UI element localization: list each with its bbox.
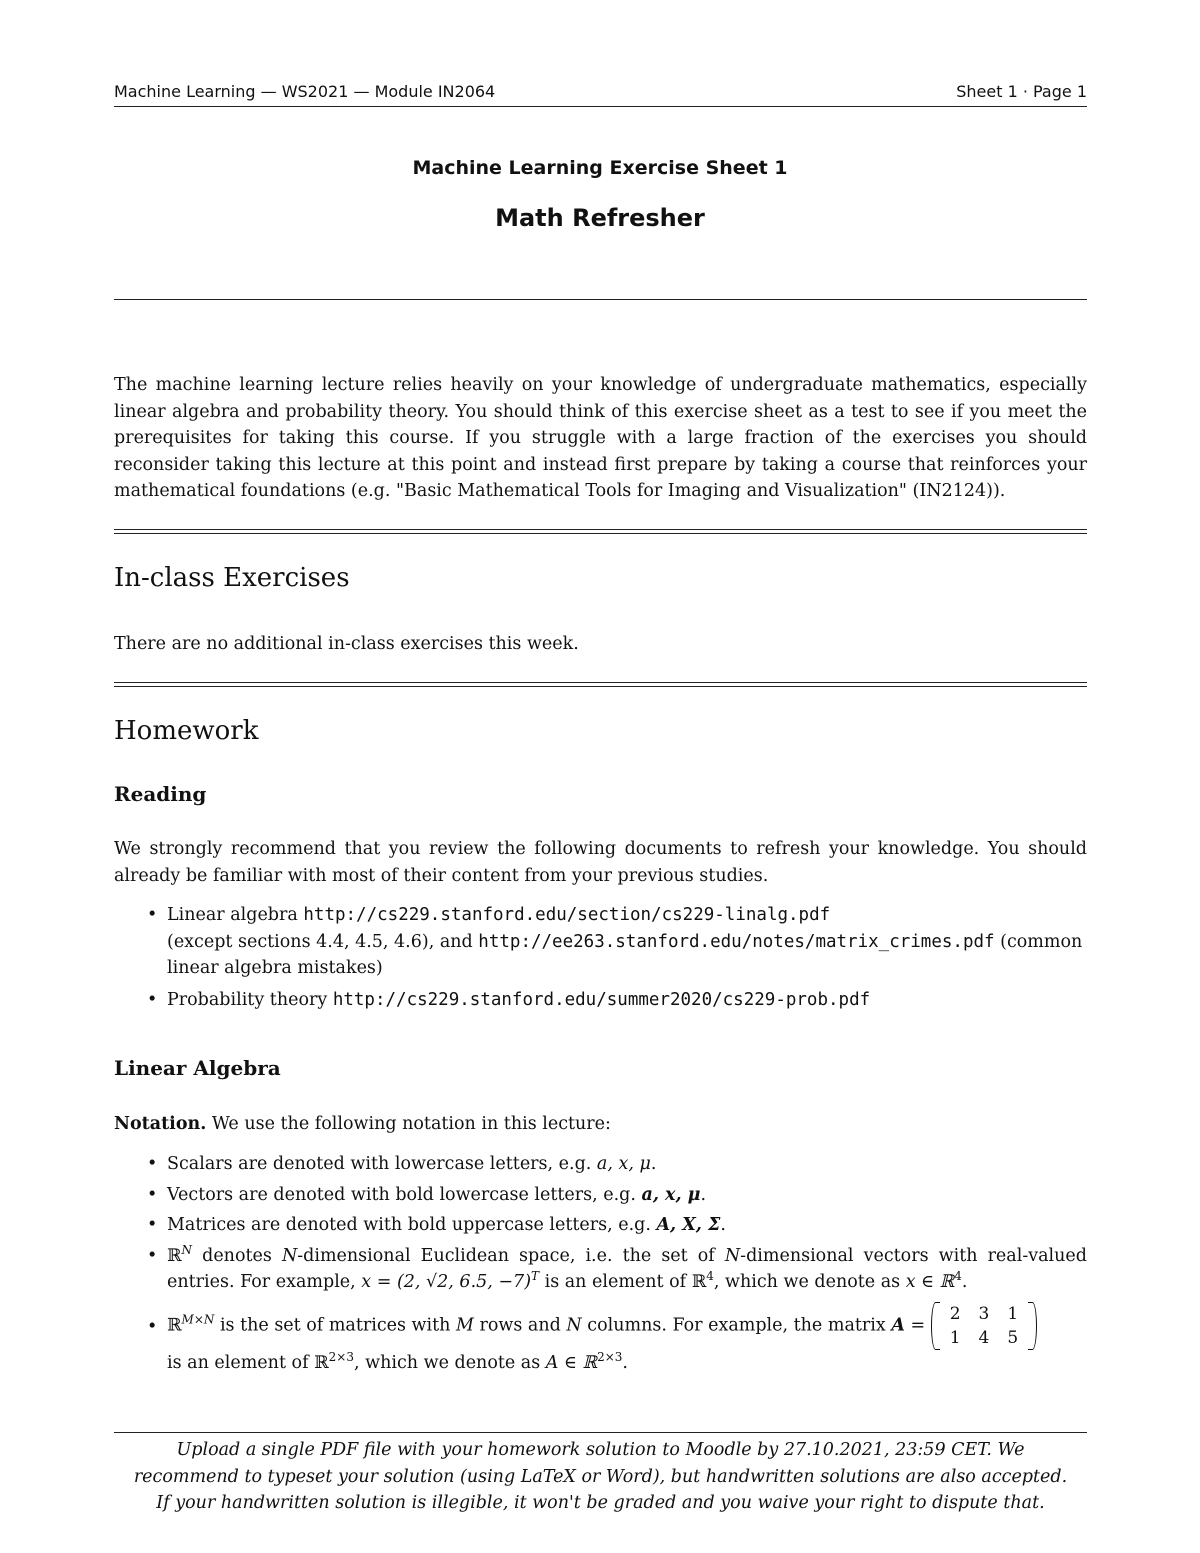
bullet-icon: • (147, 1215, 158, 1235)
bullet-icon: • (147, 1184, 158, 1205)
matrix-crimes-link[interactable]: http://ee263.stanford.edu/notes/matrix_crimes.pdf (478, 931, 995, 952)
footer-note: Upload a single PDF file with your homework solution to Moodle by 27.10.2021, 23:59 CET. We recommend to typeset your solution (using LaTeX or Word), but handwritten solutions are also accepted. If your handwritten solution is illegible, it won't be graded and you waive your right to dispute that. (133, 1440, 1068, 1513)
matrix-cell: 1 (1007, 1303, 1019, 1324)
matrix-cell: 5 (1007, 1327, 1019, 1348)
inclass-heading: In-class Exercises (114, 563, 350, 593)
section-divider (114, 682, 1087, 687)
reading-paragraph: We strongly recommend that you review the following documents to refresh your knowledge. You should already be familiar with most of their content from your previous studies. (114, 839, 1087, 886)
notation-list (114, 1151, 1087, 1376)
matrix-cell: 3 (978, 1303, 990, 1324)
sheet-subtitle: Math Refresher (495, 204, 705, 232)
linear-algebra-heading: Linear Algebra (114, 1056, 281, 1080)
header-rule (114, 106, 1087, 107)
matrix-cell: 1 (949, 1327, 961, 1348)
title-rule (114, 299, 1087, 300)
linalg-link[interactable]: http://cs229.stanford.edu/section/cs229-linalg.pdf (303, 905, 831, 925)
sheet-title: Machine Learning Exercise Sheet 1 (412, 157, 788, 179)
footer-rule (114, 1432, 1087, 1433)
bullet-icon: • (147, 1154, 158, 1174)
section-divider (114, 529, 1087, 534)
notation-paragraph: Notation. We use the following notation in this lecture: (114, 1114, 611, 1134)
running-header-left: Machine Learning — WS2021 — Module IN2064 (114, 82, 496, 101)
matrix-cell: 2 (949, 1303, 961, 1324)
list-item: • ℝ$^{M\times N}$ is the set of matrices with M rows and N columns. For example, the matrix A = 2 3 1 1 4 5 is an element of ℝ$^{2\times 3}$, which we denote as A ∈ ℝ$^{2\times 3}$. (114, 1300, 1087, 1377)
list-item: • ℝ$^N$ denotes N-dimensional Euclidean space, i.e. the set of N-dimensional vectors with real-valued entries. For example, x = (2, √2, 6.5, −7)$^T$ is an element of ℝ$^4$, which we denote as x ∈ ℝ$^4$. (147, 1242, 1087, 1292)
probability-link[interactable]: http://cs229.stanford.edu/summer2020/cs229-prob.pdf (332, 989, 871, 1010)
matrix-cell: 4 (978, 1327, 990, 1348)
list-item: • Matrices are denoted with bold uppercase letters, e.g. A, X, Σ. (114, 1212, 1087, 1239)
list-item: • Linear algebra http://cs229.stanford.edu/section/cs229-linalg.pdf (except sections 4.4, 4.5, 4.6), and http://ee263.stanford.edu/notes/matrix_crimes.pdf (common linear algebra mistakes) (114, 902, 1087, 982)
bullet-icon: • (147, 905, 158, 925)
reading-heading: Reading (114, 782, 207, 806)
list-item: • Vectors are denoted with bold lowercase letters, e.g. a, x, μ. (114, 1182, 1087, 1209)
homework-heading: Homework (114, 716, 259, 746)
list-item: • Scalars are denoted with lowercase letters, e.g. a, x, μ. (114, 1151, 1087, 1178)
bullet-icon: • (147, 989, 158, 1010)
intro-paragraph: The machine learning lecture relies heavily on your knowledge of undergraduate mathematics, especially linear algebra and probability theory. You should think of this exercise sheet as a test to see if you meet the prerequisites for taking this course. If you struggle with a large fraction of the exercises you should reconsider taking this lecture at this point and instead first prepare by taking a course that reinforces your mathematical foundations (e.g. "Basic Mathematical Tools for Imaging and Visualization" (IN2124)). (114, 375, 1087, 501)
bullet-icon: • (147, 1316, 158, 1337)
running-header-right: Sheet 1 · Page 1 (956, 82, 1087, 101)
inclass-text: There are no additional in-class exercises this week. (114, 634, 579, 654)
bullet-icon: • (147, 1245, 158, 1266)
example-matrix (931, 1302, 1037, 1350)
list-item: • Probability theory http://cs229.stanford.edu/summer2020/cs229-prob.pdf (114, 987, 1087, 1014)
reading-list (114, 902, 1087, 1013)
